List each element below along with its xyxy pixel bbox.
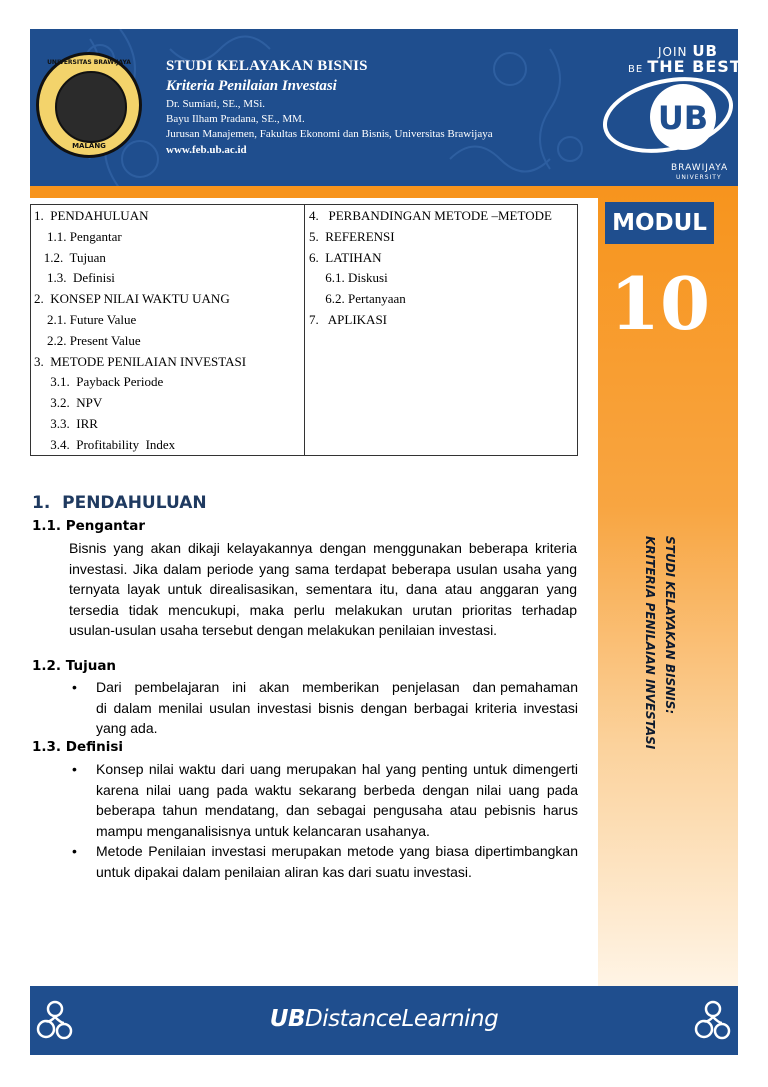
toc-item: 6.1. Diskusi [309, 270, 388, 286]
toc-right [309, 206, 552, 331]
department: Jurusan Manajemen, Fakultas Ekonomi dan Bisnis, Universitas Brawijaya [166, 128, 493, 140]
bullet-icon: • [72, 679, 77, 695]
subsection-heading: 1.2. Tujuan [32, 658, 117, 674]
logo-ub-small: UB [692, 42, 718, 60]
subsection-heading: 1.3. Definisi [32, 739, 124, 755]
ub-logo-mark: UB [657, 99, 709, 137]
author-1: Dr. Sumiati, SE., MSi. [166, 98, 266, 110]
toc-item: 1. PENDAHULUAN [34, 208, 149, 223]
toc-item: 3.3. IRR [34, 415, 98, 431]
subsection-heading: 1.1. Pengantar [32, 518, 146, 534]
toc-item: 1.3. Definisi [34, 270, 115, 286]
section-heading: 1. PENDAHULUAN [32, 493, 207, 513]
toc-item: 1.1. Pengantar [34, 228, 122, 244]
batik-ornament-icon [692, 995, 734, 1047]
vertical-line-1: STUDI KELAYAKAN BISNIS: [663, 536, 677, 715]
toc-item: 1.2. Tujuan [34, 249, 106, 265]
toc-item: 6. LATIHAN [309, 249, 382, 265]
toc-item: 2.2. Present Value [34, 332, 141, 348]
table-of-contents [30, 204, 578, 456]
list-item [72, 677, 582, 739]
toc-item: 3.2. NPV [34, 395, 103, 411]
website: www.feb.ub.ac.id [166, 144, 247, 156]
footer-brand-rest: DistanceLearning [304, 1006, 499, 1032]
vertical-title-text [640, 536, 680, 749]
course-title: STUDI KELAYAKAN BISNIS [166, 58, 368, 74]
page-footer [30, 986, 738, 1055]
bullet-icon: • [72, 761, 77, 777]
toc-left [34, 206, 246, 456]
logo-university: UNIVERSITY [676, 174, 722, 181]
vertical-line-2: KRITERIA PENILAIAN INVESTASI [643, 536, 657, 750]
logo-join: JOIN [658, 45, 688, 59]
list-item-text: Konsep nilai waktu dari uang merupakan hal yang penting untuk dimengerti karena nilai uang pada waktu sekarang berbeda dengan nilai uang pada beberapa tahun mendatang, dan sebagai pengusaha atau pebisnis harus mampu menganalisisnya untuk kelancaran usahanya. [96, 761, 578, 839]
header-text [166, 58, 493, 156]
logo-the-best: THE BEST [647, 57, 742, 76]
toc-item: 5. REFERENSI [309, 228, 395, 244]
toc-item: 7. APLIKASI [309, 311, 388, 327]
paragraph: Bisnis yang akan dikaji kelayakannya dengan menggunakan beberapa kriteria investasi. Jika dalam periode yang sama terdapat beberapa usulan usaha yang ternyata layak untuk direalisasikan, sementara itu, dana atau anggaran yang tersedia tidak mencukupi, maka perlu melakukan urutan prioritas terhadap usulan-usulan usaha tersebut dengan melakukan penilaian investasi. [69, 540, 577, 639]
orange-divider [30, 186, 598, 198]
seal-text-top: UNIVERSITAS BRAWIJAYA [47, 59, 131, 66]
logo-be: BE [628, 64, 644, 75]
list-item-text: Dari pembelajaran ini akan memberikan penjelasan dan pemahaman di dalam menilai usulan investasi bisnis dengan berbagai kriteria investasi yang ada. [96, 679, 582, 737]
bullet-list [72, 677, 582, 739]
seal-text-bottom: MALANG [72, 142, 106, 150]
course-subtitle: Kriteria Penilaian Investasi [166, 78, 337, 94]
bullet-list [72, 759, 578, 883]
bullet-icon: • [72, 843, 77, 860]
seal-center [55, 71, 127, 143]
vertical-title [640, 536, 680, 796]
toc-divider [304, 205, 305, 455]
modul-number: 10 [609, 261, 711, 346]
list-item [72, 841, 578, 882]
toc-item: 3.1. Payback Periode [34, 374, 164, 390]
modul-label: MODUL [605, 202, 714, 244]
toc-item: 3. METODE PENILAIAN INVESTASI [34, 353, 247, 369]
logo-best-text [628, 57, 742, 76]
toc-item: 4. PERBANDINGAN METODE –METODE [309, 208, 552, 223]
list-item [72, 759, 578, 841]
university-seal-icon [36, 52, 142, 158]
toc-item: 2.1. Future Value [34, 311, 137, 327]
logo-brawijaya: BRAWIJAYA [671, 163, 729, 173]
toc-item: 2. KONSEP NILAI WAKTU UANG [34, 291, 230, 307]
toc-item: 6.2. Pertanyaan [309, 291, 406, 307]
footer-brand [30, 1006, 738, 1032]
footer-brand-bold: UB [269, 1006, 305, 1032]
toc-item: 3.4. Profitability Index [34, 436, 176, 452]
list-item-text: Metode Penilaian investasi merupakan metode yang biasa dipertimbangkan untuk dipakai dalam penilaian aliran kas dari suatu investasi. [96, 843, 578, 880]
author-2: Bayu Ilham Pradana, SE., MM. [166, 113, 305, 125]
